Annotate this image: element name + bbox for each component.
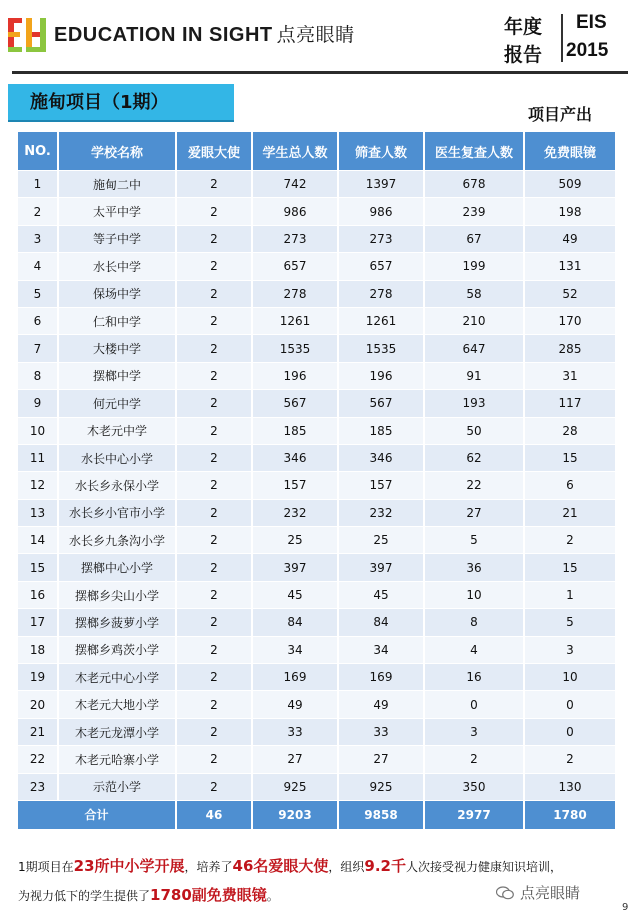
table-row bbox=[18, 417, 616, 444]
cell-screened: 169 bbox=[338, 664, 424, 691]
project-table bbox=[18, 132, 617, 829]
cell-rechecked: 239 bbox=[424, 198, 524, 225]
cell-school: 木老元大地小学 bbox=[58, 691, 176, 718]
table-row bbox=[18, 335, 616, 362]
page-number: 9 bbox=[622, 902, 629, 913]
cell-screened: 27 bbox=[338, 746, 424, 773]
cell-screened: 657 bbox=[338, 253, 424, 280]
cell-no: 23 bbox=[18, 773, 58, 800]
cell-school: 水长中心小学 bbox=[58, 444, 176, 471]
cell-glasses: 15 bbox=[524, 554, 616, 581]
cell-school: 木老元中心小学 bbox=[58, 664, 176, 691]
cell-students: 925 bbox=[252, 773, 338, 800]
cell-school: 保场中学 bbox=[58, 280, 176, 307]
col-header-screened: 筛查人数 bbox=[338, 132, 424, 171]
project-output-label: 项目产出 bbox=[528, 105, 593, 124]
cell-screened: 567 bbox=[338, 390, 424, 417]
cell-ambassadors: 2 bbox=[176, 773, 252, 800]
cell-no: 22 bbox=[18, 746, 58, 773]
cell-students: 45 bbox=[252, 581, 338, 608]
cell-glasses: 28 bbox=[524, 417, 616, 444]
cell-screened: 1261 bbox=[338, 307, 424, 334]
cell-ambassadors: 2 bbox=[176, 444, 252, 471]
cell-screened: 1397 bbox=[338, 171, 424, 198]
cell-glasses: 509 bbox=[524, 171, 616, 198]
cell-no: 3 bbox=[18, 225, 58, 252]
cell-school: 摆榔乡尖山小学 bbox=[58, 581, 176, 608]
total-cell: 46 bbox=[176, 800, 252, 829]
cell-ambassadors: 2 bbox=[176, 636, 252, 663]
cell-no: 13 bbox=[18, 499, 58, 526]
cell-screened: 49 bbox=[338, 691, 424, 718]
cell-glasses: 2 bbox=[524, 527, 616, 554]
cell-students: 157 bbox=[252, 472, 338, 499]
table-row bbox=[18, 225, 616, 252]
table-row bbox=[18, 664, 616, 691]
cell-school: 木老元中学 bbox=[58, 417, 176, 444]
summary-highlight: 46名爱眼大使 bbox=[232, 857, 329, 875]
cell-ambassadors: 2 bbox=[176, 554, 252, 581]
cell-no: 21 bbox=[18, 718, 58, 745]
cell-rechecked: 4 bbox=[424, 636, 524, 663]
cell-school: 仁和中学 bbox=[58, 307, 176, 334]
annual-report-badge bbox=[500, 8, 634, 64]
cell-school: 水长乡小官市小学 bbox=[58, 499, 176, 526]
summary-highlight: 23所中小学开展 bbox=[73, 857, 185, 875]
cell-school: 水长乡九条沟小学 bbox=[58, 527, 176, 554]
cell-students: 273 bbox=[252, 225, 338, 252]
cell-rechecked: 350 bbox=[424, 773, 524, 800]
table-row bbox=[18, 554, 616, 581]
cell-students: 278 bbox=[252, 280, 338, 307]
col-header-students: 学生总人数 bbox=[252, 132, 338, 171]
cell-glasses: 3 bbox=[524, 636, 616, 663]
table-row bbox=[18, 773, 616, 800]
cell-rechecked: 22 bbox=[424, 472, 524, 499]
cell-screened: 232 bbox=[338, 499, 424, 526]
table-row bbox=[18, 581, 616, 608]
cell-screened: 278 bbox=[338, 280, 424, 307]
cell-rechecked: 91 bbox=[424, 362, 524, 389]
cell-screened: 196 bbox=[338, 362, 424, 389]
table-row bbox=[18, 746, 616, 773]
cell-school: 水长乡永保小学 bbox=[58, 472, 176, 499]
cell-rechecked: 3 bbox=[424, 718, 524, 745]
table-row bbox=[18, 253, 616, 280]
cell-no: 4 bbox=[18, 253, 58, 280]
report-header bbox=[0, 0, 640, 72]
cell-students: 33 bbox=[252, 718, 338, 745]
eis-label: EIS bbox=[576, 12, 607, 33]
cell-no: 7 bbox=[18, 335, 58, 362]
total-label: 合计 bbox=[18, 800, 176, 829]
cell-no: 12 bbox=[18, 472, 58, 499]
cell-rechecked: 210 bbox=[424, 307, 524, 334]
cell-no: 11 bbox=[18, 444, 58, 471]
cell-students: 986 bbox=[252, 198, 338, 225]
eis-logo-icon bbox=[8, 18, 46, 52]
cell-students: 34 bbox=[252, 636, 338, 663]
cell-glasses: 52 bbox=[524, 280, 616, 307]
cell-school: 水长中学 bbox=[58, 253, 176, 280]
wechat-label: 点亮眼睛 bbox=[520, 884, 581, 902]
cell-school: 木老元龙潭小学 bbox=[58, 718, 176, 745]
cell-no: 16 bbox=[18, 581, 58, 608]
cell-ambassadors: 2 bbox=[176, 664, 252, 691]
cell-rechecked: 8 bbox=[424, 609, 524, 636]
cell-screened: 397 bbox=[338, 554, 424, 581]
summary-highlight: 9.2千 bbox=[364, 857, 406, 875]
cell-rechecked: 36 bbox=[424, 554, 524, 581]
report-year: 2015 bbox=[566, 40, 609, 61]
cell-school: 太平中学 bbox=[58, 198, 176, 225]
total-cell: 9203 bbox=[252, 800, 338, 829]
cell-glasses: 0 bbox=[524, 691, 616, 718]
summary-part: 1期项目在 bbox=[18, 860, 74, 874]
cell-no: 17 bbox=[18, 609, 58, 636]
summary-highlight: 1780副免费眼镜 bbox=[150, 886, 267, 904]
header-rule bbox=[12, 71, 628, 74]
cell-glasses: 131 bbox=[524, 253, 616, 280]
cell-ambassadors: 2 bbox=[176, 225, 252, 252]
cell-students: 185 bbox=[252, 417, 338, 444]
cell-students: 742 bbox=[252, 171, 338, 198]
cell-glasses: 117 bbox=[524, 390, 616, 417]
cell-ambassadors: 2 bbox=[176, 691, 252, 718]
cell-no: 14 bbox=[18, 527, 58, 554]
cell-school: 等子中学 bbox=[58, 225, 176, 252]
cell-screened: 273 bbox=[338, 225, 424, 252]
badge-divider bbox=[561, 14, 563, 62]
cell-students: 49 bbox=[252, 691, 338, 718]
cell-no: 5 bbox=[18, 280, 58, 307]
cell-glasses: 49 bbox=[524, 225, 616, 252]
cell-screened: 1535 bbox=[338, 335, 424, 362]
cell-no: 19 bbox=[18, 664, 58, 691]
cell-school: 摆榔乡鸡茨小学 bbox=[58, 636, 176, 663]
cell-glasses: 15 bbox=[524, 444, 616, 471]
cell-school: 摆榔中心小学 bbox=[58, 554, 176, 581]
cell-no: 8 bbox=[18, 362, 58, 389]
cell-school: 示范小学 bbox=[58, 773, 176, 800]
cell-rechecked: 27 bbox=[424, 499, 524, 526]
cell-students: 196 bbox=[252, 362, 338, 389]
total-cell: 2977 bbox=[424, 800, 524, 829]
table-row bbox=[18, 472, 616, 499]
cell-glasses: 2 bbox=[524, 746, 616, 773]
cell-rechecked: 10 bbox=[424, 581, 524, 608]
cell-ambassadors: 2 bbox=[176, 253, 252, 280]
table-row bbox=[18, 691, 616, 718]
cell-glasses: 0 bbox=[524, 718, 616, 745]
wechat-account bbox=[496, 882, 580, 903]
cell-students: 567 bbox=[252, 390, 338, 417]
brand-cn: 点亮眼睛 bbox=[276, 25, 355, 46]
cell-no: 9 bbox=[18, 390, 58, 417]
col-header-no: NO. bbox=[18, 132, 58, 171]
cell-ambassadors: 2 bbox=[176, 390, 252, 417]
cell-glasses: 130 bbox=[524, 773, 616, 800]
cell-school: 何元中学 bbox=[58, 390, 176, 417]
cell-screened: 34 bbox=[338, 636, 424, 663]
cell-rechecked: 2 bbox=[424, 746, 524, 773]
cell-rechecked: 678 bbox=[424, 171, 524, 198]
table-row bbox=[18, 171, 616, 198]
cell-glasses: 6 bbox=[524, 472, 616, 499]
cell-screened: 45 bbox=[338, 581, 424, 608]
brand-name bbox=[54, 20, 355, 47]
cell-ambassadors: 2 bbox=[176, 307, 252, 334]
cell-no: 1 bbox=[18, 171, 58, 198]
summary-part: ，培养了 bbox=[184, 860, 233, 874]
cell-no: 18 bbox=[18, 636, 58, 663]
cell-students: 232 bbox=[252, 499, 338, 526]
cell-school: 木老元哈寨小学 bbox=[58, 746, 176, 773]
cell-ambassadors: 2 bbox=[176, 280, 252, 307]
table-row bbox=[18, 390, 616, 417]
cell-ambassadors: 2 bbox=[176, 527, 252, 554]
cell-school: 施甸二中 bbox=[58, 171, 176, 198]
cell-glasses: 5 bbox=[524, 609, 616, 636]
wechat-icon bbox=[496, 886, 514, 900]
cell-glasses: 198 bbox=[524, 198, 616, 225]
summary-part: ，组织 bbox=[328, 860, 365, 874]
cell-rechecked: 0 bbox=[424, 691, 524, 718]
cell-ambassadors: 2 bbox=[176, 746, 252, 773]
table-row bbox=[18, 307, 616, 334]
table-row bbox=[18, 718, 616, 745]
cell-glasses: 170 bbox=[524, 307, 616, 334]
cell-no: 6 bbox=[18, 307, 58, 334]
cell-ambassadors: 2 bbox=[176, 581, 252, 608]
summary-part: 为视力低下的学生提供了 bbox=[18, 889, 151, 903]
cell-ambassadors: 2 bbox=[176, 171, 252, 198]
cell-rechecked: 50 bbox=[424, 417, 524, 444]
cell-students: 1535 bbox=[252, 335, 338, 362]
cell-students: 657 bbox=[252, 253, 338, 280]
table-row bbox=[18, 609, 616, 636]
report-label-1: 年度 bbox=[504, 16, 543, 38]
cell-rechecked: 199 bbox=[424, 253, 524, 280]
cell-rechecked: 16 bbox=[424, 664, 524, 691]
cell-screened: 346 bbox=[338, 444, 424, 471]
cell-students: 84 bbox=[252, 609, 338, 636]
cell-screened: 986 bbox=[338, 198, 424, 225]
cell-school: 摆榔乡菠萝小学 bbox=[58, 609, 176, 636]
cell-rechecked: 193 bbox=[424, 390, 524, 417]
cell-glasses: 31 bbox=[524, 362, 616, 389]
cell-screened: 185 bbox=[338, 417, 424, 444]
table-row bbox=[18, 362, 616, 389]
cell-students: 25 bbox=[252, 527, 338, 554]
table-row bbox=[18, 444, 616, 471]
total-cell: 1780 bbox=[524, 800, 616, 829]
cell-screened: 925 bbox=[338, 773, 424, 800]
summary-part: 。 bbox=[266, 889, 279, 903]
cell-screened: 157 bbox=[338, 472, 424, 499]
table-total-row bbox=[18, 800, 616, 829]
table-row bbox=[18, 636, 616, 663]
cell-screened: 84 bbox=[338, 609, 424, 636]
cell-screened: 25 bbox=[338, 527, 424, 554]
cell-ambassadors: 2 bbox=[176, 472, 252, 499]
cell-glasses: 285 bbox=[524, 335, 616, 362]
cell-students: 346 bbox=[252, 444, 338, 471]
cell-no: 20 bbox=[18, 691, 58, 718]
col-header-rechecked: 医生复查人数 bbox=[424, 132, 524, 171]
cell-ambassadors: 2 bbox=[176, 335, 252, 362]
cell-school: 大楼中学 bbox=[58, 335, 176, 362]
cell-ambassadors: 2 bbox=[176, 499, 252, 526]
cell-ambassadors: 2 bbox=[176, 417, 252, 444]
cell-ambassadors: 2 bbox=[176, 718, 252, 745]
summary-part: 人次接受视力健康知识培训， bbox=[406, 860, 563, 874]
cell-no: 2 bbox=[18, 198, 58, 225]
cell-rechecked: 5 bbox=[424, 527, 524, 554]
cell-ambassadors: 2 bbox=[176, 198, 252, 225]
cell-glasses: 10 bbox=[524, 664, 616, 691]
cell-rechecked: 67 bbox=[424, 225, 524, 252]
section-title: 施甸项目（1期） bbox=[8, 84, 234, 122]
table-row bbox=[18, 527, 616, 554]
col-header-glasses: 免费眼镜 bbox=[524, 132, 616, 171]
cell-no: 10 bbox=[18, 417, 58, 444]
cell-rechecked: 58 bbox=[424, 280, 524, 307]
col-header-school: 学校名称 bbox=[58, 132, 176, 171]
cell-students: 169 bbox=[252, 664, 338, 691]
cell-screened: 33 bbox=[338, 718, 424, 745]
table-row bbox=[18, 280, 616, 307]
report-label-2: 报告 bbox=[504, 44, 543, 66]
table-row bbox=[18, 499, 616, 526]
table-row bbox=[18, 198, 616, 225]
cell-students: 1261 bbox=[252, 307, 338, 334]
cell-glasses: 1 bbox=[524, 581, 616, 608]
cell-ambassadors: 2 bbox=[176, 362, 252, 389]
cell-rechecked: 647 bbox=[424, 335, 524, 362]
col-header-ambassadors: 爱眼大使 bbox=[176, 132, 252, 171]
cell-students: 27 bbox=[252, 746, 338, 773]
cell-ambassadors: 2 bbox=[176, 609, 252, 636]
total-cell: 9858 bbox=[338, 800, 424, 829]
brand-en: EDUCATION IN SIGHT bbox=[54, 24, 273, 46]
cell-students: 397 bbox=[252, 554, 338, 581]
cell-rechecked: 62 bbox=[424, 444, 524, 471]
cell-school: 摆榔中学 bbox=[58, 362, 176, 389]
cell-no: 15 bbox=[18, 554, 58, 581]
cell-glasses: 21 bbox=[524, 499, 616, 526]
table-header-row bbox=[18, 132, 616, 171]
